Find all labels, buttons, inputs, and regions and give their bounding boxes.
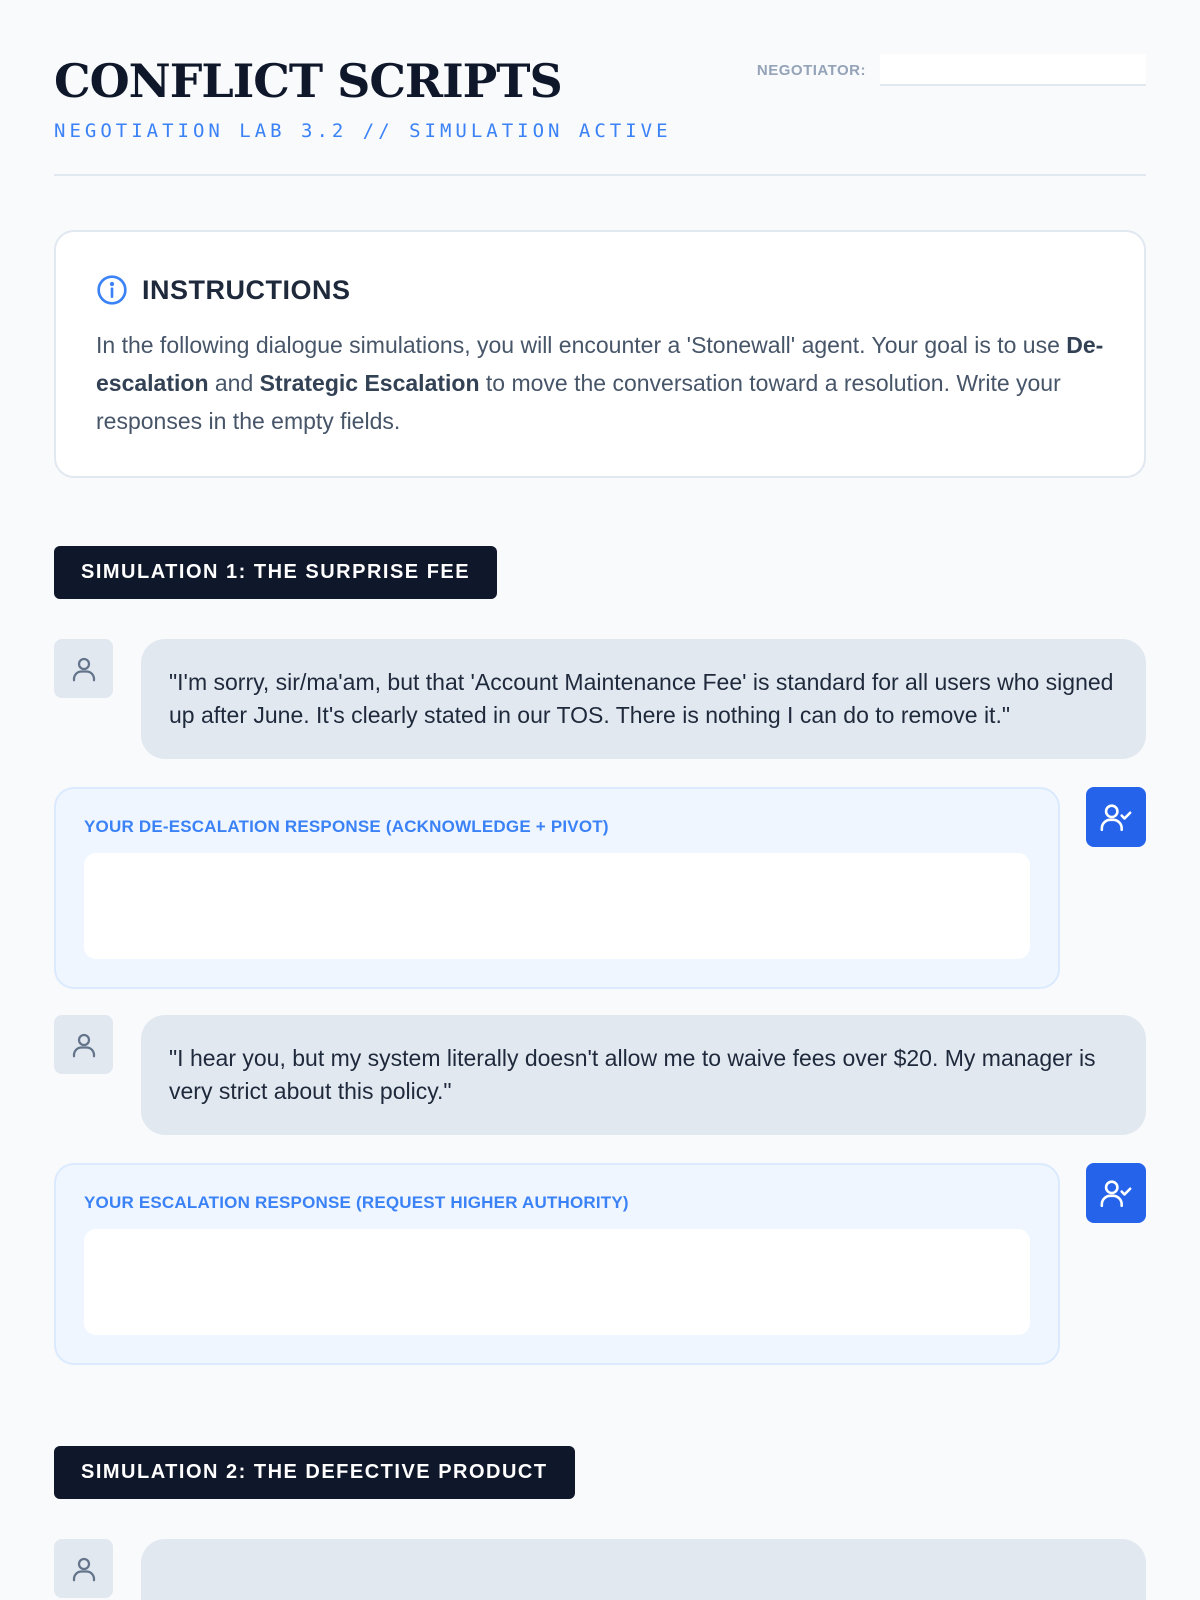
response-label: YOUR DE-ESCALATION RESPONSE (ACKNOWLEDGE + PIVOT) [84, 817, 609, 836]
agent-message-row [54, 639, 1146, 759]
agent-avatar [54, 1015, 113, 1074]
negotiator-label: NEGOTIATOR: [756, 61, 866, 79]
instructions-emphasis-deescalation: De-escalation [96, 332, 1104, 396]
user-icon [69, 1554, 99, 1584]
simulation-2 [54, 1365, 1146, 1600]
user-check-icon [1099, 800, 1133, 834]
response-card [54, 1163, 1060, 1365]
agent-message-row [54, 1015, 1146, 1135]
user-check-icon [1099, 1176, 1133, 1210]
simulation-tag: SIMULATION 1: THE SURPRISE FEE [54, 546, 497, 599]
agent-message [141, 1539, 1146, 1600]
instructions-title: INSTRUCTIONS [142, 274, 351, 305]
instructions-header [96, 274, 1104, 306]
info-icon [96, 274, 128, 306]
negotiator-input[interactable] [880, 54, 1146, 86]
instructions-text-part: to move the conversation toward a resolution. Write your responses in the empty fields. [96, 370, 1061, 434]
agent-avatar [54, 639, 113, 698]
simulation-tag: SIMULATION 2: THE DEFECTIVE PRODUCT [54, 1446, 575, 1499]
agent-message: "I'm sorry, sir/ma'am, but that 'Account Maintenance Fee' is standard for all users who signed up after June. It's clearly stated in our TOS. There is nothing I can do to remove it." [141, 639, 1146, 759]
response-row [54, 787, 1146, 989]
deescalation-response-input[interactable] [84, 853, 1030, 959]
instructions-text [96, 326, 1104, 440]
simulation-1 [54, 478, 1146, 1365]
page-header [54, 0, 1146, 176]
negotiator-field-group [757, 54, 1146, 86]
response-card [54, 787, 1060, 989]
agent-message: "I hear you, but my system literally doesn't allow me to waive fees over $20. My manager is very strict about this policy." [141, 1015, 1146, 1135]
escalation-response-input[interactable] [84, 1229, 1030, 1335]
response-row [54, 1163, 1146, 1365]
instructions-text-part: In the following dialogue simulations, you will encounter a 'Stonewall' agent. Your goal is to use [96, 332, 1067, 358]
responder-avatar [1086, 1163, 1146, 1223]
instructions-text-part: and [208, 370, 260, 396]
agent-avatar [54, 1539, 113, 1598]
instructions-emphasis-escalation: Strategic Escalation [259, 370, 480, 396]
page-title: CONFLICT SCRIPTS [54, 54, 562, 108]
page-subtitle: NEGOTIATION LAB 3.2 // SIMULATION ACTIVE [54, 120, 672, 142]
user-icon [69, 1030, 99, 1060]
user-icon [69, 654, 99, 684]
responder-avatar [1086, 787, 1146, 847]
instructions-card [54, 230, 1146, 478]
response-label: YOUR ESCALATION RESPONSE (REQUEST HIGHER AUTHORITY) [84, 1193, 629, 1212]
agent-message-row [54, 1539, 1146, 1600]
